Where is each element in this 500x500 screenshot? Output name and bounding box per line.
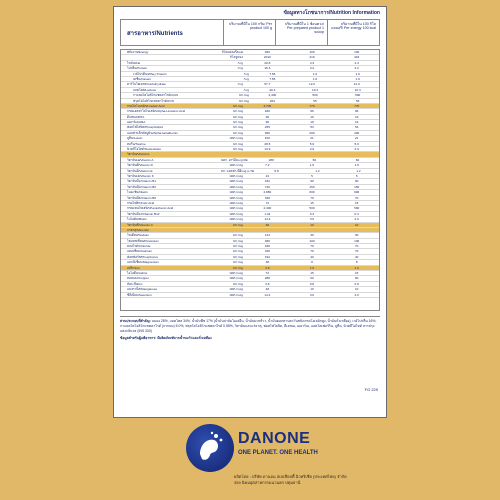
value-per-100g: 3,700 (263, 103, 272, 108)
nutrient-unit: มก./mg (239, 98, 249, 103)
nutrient-name: เหล็ก/Iron (127, 265, 141, 270)
value-per-100g: 72 (265, 200, 270, 205)
nutrient-name: วิตามินเค/Vitamin K (127, 173, 154, 178)
value-per-100g: 90 (265, 120, 270, 125)
nutrition-table (120, 49, 380, 311)
nutrient-unit: มคก./mcg (229, 271, 243, 276)
value-per-100kcal: 1.6 (355, 71, 360, 76)
value-per-scoop: 70 (310, 244, 314, 249)
value-per-100kcal: 5.9 (354, 141, 359, 146)
value-per-100kcal: 150 (354, 184, 360, 189)
nutrient-unit: มก./mg (233, 238, 243, 243)
nutrient-name: ไนอะซิน/Niacin (127, 190, 148, 195)
value-per-scoop: 12.0 (308, 82, 316, 87)
product-code: FG 229 (364, 387, 378, 392)
value-per-100kcal: 10.3 (354, 87, 361, 92)
nutrient-name: ไบโอติน/Biotin (127, 217, 147, 222)
ingredients-block (120, 316, 380, 381)
nutrient-unit: มก./mg (233, 125, 243, 130)
nutrient-name: แมงกานีส/Manganese (127, 287, 158, 292)
value-per-100kcal: 19 (354, 120, 359, 125)
value-per-100g: 57.7 (264, 82, 271, 87)
nutrient-name: วิตามินเอ/Vitamin A (127, 157, 154, 162)
value-per-100g: 288 (268, 157, 274, 162)
nutrient-name: แคลเซียม/Calcium (127, 249, 153, 254)
value-per-100kcal: 15 (354, 271, 359, 276)
value-per-scoop: 15 (310, 271, 314, 276)
value-per-100kcal: 8 (355, 260, 358, 265)
nutrition-header (120, 19, 380, 46)
value-per-scoop: 40 (310, 254, 314, 259)
value-per-scoop: 8 (311, 260, 313, 265)
value-per-100kcal: 100 (354, 50, 360, 54)
value-per-100kcal: 200 (354, 130, 360, 135)
value-per-100g: 20.8 (264, 60, 271, 65)
value-per-scoop: 419 (309, 55, 315, 60)
value-per-100g: 2010 (263, 55, 271, 60)
nutrient-unit (221, 152, 245, 156)
brand-tagline: ONE PLANET. ONE HEALTH (238, 450, 318, 456)
value-per-100kcal: 53 (354, 125, 359, 130)
header-col1: ปริมาณที่มีใน 100 กรัม/ Per product 100 g (224, 20, 276, 45)
nutrient-unit: มก./mg (233, 222, 243, 227)
nutrient-name: โพแทสเซียม/Potassium (127, 238, 159, 243)
value-per-100g: 2,880 (263, 190, 272, 195)
nutrient-name: วิตามิน/Vitamins (127, 152, 150, 157)
nutrient-name: กาแลคโตโอลิโกแซคคาไรด์/GOS (133, 93, 179, 98)
value-per-100g: 15.3 (264, 66, 271, 71)
nutrient-unit: มก./mg (239, 93, 249, 98)
nutrient-name: แมกนีเซียม/Magnesium (127, 260, 159, 265)
value-per-100kcal: 0.3 (354, 211, 359, 216)
nutrient-name: แอลฟาแล็กตัลบูมิน/Alpha-lactalbumin (127, 130, 178, 135)
value-per-100g: 264 (269, 98, 275, 103)
nutrient-name: ดีเอชเอ/DHA (127, 114, 145, 119)
value-per-100g: 7.65 (269, 71, 276, 76)
nutrition-panel (113, 6, 387, 418)
value-per-100g: 2,400 (263, 206, 272, 211)
value-per-scoop: 10 (310, 287, 314, 292)
nutrient-name: นิวคลีโอไทด์/Nucleotides (127, 147, 161, 152)
nutrient-name: ทองแดง/Copper (127, 276, 149, 281)
value-per-100g: 480 (264, 238, 270, 243)
nutrient-unit (221, 228, 245, 232)
value-per-100kcal: 40 (354, 254, 359, 259)
value-per-100g: 336 (264, 195, 270, 200)
nutrient-unit: มคก./mcg (229, 136, 243, 141)
value-per-scoop: 53 (310, 125, 314, 130)
value-per-100kcal: 770 (354, 103, 360, 108)
nutrient-name: สังกะสี/Zinc (127, 281, 143, 286)
nutrient-unit: มก./mg (233, 265, 243, 270)
nutrient-name: วิตามินอี/Vitamin E (127, 168, 153, 173)
value-per-scoop (290, 152, 335, 156)
nutrient-unit: มก./mg (233, 147, 243, 152)
nutrient-unit: กิโลแคลอรี/kcal (221, 50, 243, 54)
value-per-100kcal: 21 (354, 136, 359, 141)
value-per-100kcal: 12.0 (353, 82, 360, 87)
nutrient-name: กรดแพนโทเธนิก/Pantothenic Acid (127, 206, 174, 211)
header-col2: ปริมาณที่มีใน 1 ช้อนตวง/ Per prepared product 1 scoop (276, 20, 328, 45)
value-per-100kcal: 19 (354, 114, 359, 119)
value-per-scoop: 3.0 (309, 217, 315, 222)
value-per-scoop: 5.9 (309, 141, 315, 146)
nutrient-name: กรดไลโนเลอิก/Linoleic Acid (127, 103, 165, 108)
nutrient-name: แร่ธาตุ/Minerals (127, 227, 149, 232)
value-per-100kcal: 96 (354, 109, 359, 114)
value-per-100g: 3.8 (265, 281, 270, 286)
value-per-100g: 2,400 (268, 93, 277, 98)
nutrient-name: เคซีน/Casein (133, 76, 151, 81)
value-per-100g: 1.44 (264, 211, 271, 216)
value-per-100g: 38 (265, 260, 270, 265)
nutrient-name: เวย์โปรตีน/Whey Protein (133, 71, 167, 76)
value-per-100kcal: 70 (354, 195, 359, 200)
nutrient-unit: มคก./mcg (229, 195, 243, 200)
danone-logo (186, 424, 326, 474)
nutrient-unit: มก. แอลฟา-ทีอี/mg α-TE (221, 168, 255, 173)
value-per-100kcal: 15 (354, 200, 359, 205)
nutrient-name: โปรตีน/Protein (127, 66, 148, 71)
nutrient-unit: มคก. อาร์อี/mcg RE (221, 157, 248, 162)
value-per-scoop: 0.8 (309, 281, 315, 286)
value-per-100g: 720 (264, 184, 270, 189)
nutrient-name: เออาร์เอ/ARA (127, 120, 146, 125)
value-per-100kcal (334, 152, 379, 156)
value-per-scoop: 0.3 (309, 211, 315, 216)
value-per-100g: 48 (265, 287, 270, 292)
nutrient-unit: มก./mg (233, 254, 243, 259)
value-per-100kcal: 60 (354, 276, 359, 281)
child-logo-icon (186, 424, 234, 472)
value-per-100kcal: 55 (355, 98, 360, 103)
value-per-100g: 100 (264, 136, 270, 141)
value-per-100g: 90 (265, 114, 270, 119)
nutrient-unit: ก./g (243, 71, 249, 76)
value-per-100kcal: 30 (354, 233, 359, 238)
value-per-100g: 48 (265, 222, 270, 227)
value-per-100g: 144 (264, 233, 270, 238)
value-per-100g: 192 (264, 254, 270, 259)
value-per-100kcal: 500 (354, 206, 360, 211)
nutrient-unit: มคก./mcg (229, 206, 243, 211)
nutrient-unit: มก./mg (233, 249, 243, 254)
nutrient-unit: มก./mg (233, 114, 243, 119)
nutrient-unit: ก./g (237, 60, 243, 65)
table-row (121, 293, 379, 298)
value-per-100g: 288 (264, 276, 270, 281)
nutrition-title: ข้อมูลทางโภชนาการ/Nutrition Information (283, 10, 380, 16)
ingredients-body: นมผง 28%, แลคโตส 34%, น้ำมันพืช 17% (น้ำมันปาล์มโอเลอีน, น้ำมันมะพร้าว, น้ำมันดอกทานตะวันชนิดกรดโอเลอิกสูง, น้ำมันถั่วเหลือง), เวย์โปรตีน 16%, กาแลคโตโอลิโกแซคคาไรด์ (จากนม) 5.0%, ฟรุคโตโอลิโกแซคคาไรด์ 0.55%, วิตามินและแร่ธาตุ, ฟอสโฟไลปิด, ดีเอชเอ, เออาร์เอ, แลคโตเฟอร์ริน, ลูทีน, นิวคลีโอไทด์ สารปรุงแต่งกลิ่นรส (INS 330) (120, 319, 377, 334)
nutrient-name: วิตามินบี2/Vitamin B2 (127, 184, 157, 189)
nutrient-unit: มคก./mcg (229, 200, 243, 205)
nutrient-unit: มคก./mcg (229, 179, 243, 184)
value-per-scoop: 500 (309, 206, 315, 211)
value-per-scoop: 10 (310, 222, 314, 227)
value-per-100g: 960 (264, 130, 270, 135)
value-per-100g: 336 (264, 244, 270, 249)
value-per-100g: 49.3 (269, 87, 276, 92)
value-per-scoop: 3.0 (309, 292, 315, 297)
value-per-100g (245, 228, 290, 232)
value-per-scoop: 96 (310, 109, 314, 114)
nutrient-name: คาร์โบไฮเดรต/Carbohydrate (127, 82, 166, 87)
nutrient-unit: มก./mg (233, 233, 243, 238)
value-per-scoop: 70 (310, 195, 314, 200)
nutrient-name: โซเดียม/Sodium (127, 233, 150, 238)
nutrient-name (121, 55, 221, 59)
nutrient-unit: มก./mg (233, 109, 243, 114)
value-per-100kcal: 100 (354, 238, 360, 243)
nutrient-name: แลคโตส/Lactose (133, 87, 157, 92)
nutrient-name: วิตามินบี1/Vitamin B1 (127, 179, 157, 184)
nutrient-unit: มคก./mcg (229, 292, 243, 297)
manufacturer-line2: 359 นิคมอุตสาหกรรมนวนคร ปทุมธานี (234, 480, 301, 485)
nutrient-unit: มคก./mcg (229, 287, 243, 292)
value-per-100kcal: 10 (354, 287, 359, 292)
value-per-scoop: 600 (309, 190, 315, 195)
manufacturer-info (234, 474, 347, 486)
value-per-scoop: 100 (309, 50, 315, 54)
value-per-scoop: 1.6 (312, 71, 318, 76)
value-per-scoop: 19 (310, 114, 314, 119)
value-per-100kcal: 70 (354, 244, 359, 249)
value-per-100kcal: 4.3 (354, 60, 359, 65)
nutrient-name: ทอรีน/Taurine (127, 141, 146, 146)
value-per-scoop: 15 (310, 200, 314, 205)
value-per-scoop: 1.5 (309, 163, 315, 168)
value-per-scoop: 100 (309, 238, 315, 243)
value-per-scoop: 770 (309, 103, 315, 108)
value-per-scoop: 4.3 (309, 60, 315, 65)
value-per-100kcal: 3.0 (354, 292, 359, 297)
value-per-100kcal: 3.0 (354, 217, 359, 222)
value-per-100g: 28.5 (264, 141, 271, 146)
value-per-100kcal: 418 (354, 55, 360, 60)
value-per-100g: 5.8 (274, 168, 279, 173)
value-per-100kcal: 600 (354, 190, 360, 195)
nutrient-unit: มก./mg (233, 130, 243, 135)
nutrient-name: วิตามินบี6/Vitamin B6 (127, 195, 157, 200)
value-per-scoop: 55 (313, 98, 317, 103)
value-per-100kcal: 5 (355, 173, 358, 178)
nutrient-name: ลูทีน/Lutein (127, 136, 143, 141)
ingredients-heading: ส่วนประกอบที่สำคัญ: (120, 319, 151, 323)
nutrient-unit: มคก./mcg (229, 163, 243, 168)
nutrient-unit: มคก./mcg (229, 184, 243, 189)
value-per-scoop: 500 (312, 93, 318, 98)
value-per-100g: 72 (265, 271, 270, 276)
nutrient-name: ซีลีเนียม/Selenium (127, 292, 152, 297)
value-per-100g: 4.8 (265, 265, 270, 270)
nutrient-unit: มคก./mcg (229, 211, 243, 216)
value-per-100kcal: 90 (354, 179, 359, 184)
value-per-scoop: 90 (310, 179, 314, 184)
nutrient-unit: มก./mg (233, 103, 243, 108)
value-per-scoop: 5 (311, 173, 313, 178)
nutrient-unit: มก./mg (233, 244, 243, 249)
nutrient-unit: มก./mg (233, 141, 243, 146)
nutrient-unit: มคก./mcg (229, 217, 243, 222)
value-per-100g: 24 (265, 173, 270, 178)
nutrient-unit: ก./g (243, 76, 249, 81)
nutrient-name: คลอไรด์/Chloride (127, 244, 151, 249)
value-per-scoop: 60 (312, 157, 317, 162)
value-per-100kcal: 60 (355, 157, 360, 162)
header-col3: ปริมาณที่มีใน 100 กิโลแคลอรี/ Per energy 100 kcal (331, 22, 376, 31)
nutrient-name: ฟรุคโตโอลิโกแซคคาไรด์/FOS (133, 98, 174, 103)
nutrient-unit: มคก./mcg (229, 190, 243, 195)
nutrient-unit: มก./mg (233, 281, 243, 286)
value-per-100kcal: 70 (354, 249, 359, 254)
nutrient-unit: มก./mg (233, 120, 243, 125)
nutrient-name: วิตามินบี12/Vitamin B12 (127, 211, 160, 216)
allergen-notice: ข้อมูลสำหรับผู้แพ้อาหาร: มีผลิตภัณฑ์จากน้ำนมวัวและถั่วเหลือง (120, 335, 212, 340)
nutrient-unit: มก./mg (233, 260, 243, 265)
value-per-100kcal: 500 (355, 93, 361, 98)
value-per-scoop: 10.3 (311, 87, 319, 92)
nutrient-name: วิตามินดี/Vitamin D (127, 163, 153, 168)
value-per-100g: 14.4 (264, 292, 271, 297)
value-per-scoop: 19 (310, 120, 314, 125)
nutrient-name: กรดโฟลิก/Folic Acid (127, 200, 155, 205)
value-per-100g: 14.4 (264, 217, 271, 222)
value-per-100kcal: 1.2 (356, 168, 361, 173)
nutrient-unit: ก./g (237, 66, 243, 71)
value-per-100g: 432 (264, 179, 270, 184)
value-per-100kcal: 10 (354, 222, 359, 227)
value-per-scoop: 30 (310, 233, 314, 238)
value-per-100g: 7.2 (265, 163, 270, 168)
nutrient-name: ไอโอดีน/Iodine (127, 271, 148, 276)
value-per-scoop: 200 (309, 130, 315, 135)
nutrient-unit: กิโลจูล/kJ (229, 55, 243, 60)
value-per-100g: 336 (264, 249, 270, 254)
value-per-100kcal: 0.8 (354, 281, 359, 286)
value-per-scoop: 1.2 (315, 168, 320, 173)
nutrient-name: ฟอสโฟไลปิด/Phospholipid (127, 125, 163, 130)
value-per-100kcal (334, 228, 379, 232)
value-per-scoop: 3.2 (309, 66, 315, 71)
value-per-100g: 480 (264, 50, 270, 54)
nutrient-unit: ก./g (243, 87, 249, 92)
nutrient-name: วิตามินซี/Vitamin C (127, 222, 153, 227)
value-per-scoop: 1.0 (309, 265, 315, 270)
value-per-100g: 13.9 (264, 147, 271, 152)
value-per-100g: 7.65 (269, 76, 276, 81)
nutrient-unit: มคก./mcg (229, 173, 243, 178)
header-nutrients: สารอาหาร/Nutrients (121, 20, 224, 45)
value-per-scoop: 150 (309, 184, 315, 189)
value-per-scoop: 21 (310, 136, 314, 141)
value-per-scoop: 60 (310, 276, 314, 281)
value-per-100kcal: 1.0 (354, 265, 359, 270)
value-per-scoop: 1.6 (312, 76, 318, 81)
value-per-100kcal: 2.9 (354, 147, 359, 152)
nutrient-name: กรดแอลฟาไลโนเลนิก/Alpha-Linolenic Acid (127, 109, 186, 114)
nutrient-unit: ก./g (237, 82, 243, 87)
value-per-100g: 255 (264, 125, 270, 130)
value-per-100kcal: 3.2 (354, 66, 359, 71)
nutrient-name: ไขมัน/Fat (127, 60, 141, 65)
value-per-scoop: 70 (310, 249, 314, 254)
nutrient-name: พลังงาน/Energy (127, 50, 149, 54)
brand-name: DANONE (238, 430, 311, 447)
value-per-scoop (290, 228, 335, 232)
value-per-100g (245, 152, 290, 156)
nutrient-unit: มคก./mcg (229, 276, 243, 281)
value-per-100kcal: 1.6 (355, 76, 360, 81)
manufacturer-line1: ผลิตโดย : บริษัท ดานอน สเปเชียลตี้ นิวทริเซีย (ประเทศไทย) จำกัด (234, 474, 347, 479)
nutrient-name: ฟอสฟอรัส/Phosphorus (127, 254, 158, 259)
value-per-100kcal: 1.5 (354, 163, 359, 168)
value-per-100g: 460 (264, 109, 270, 114)
value-per-scoop: 2.9 (309, 147, 315, 152)
